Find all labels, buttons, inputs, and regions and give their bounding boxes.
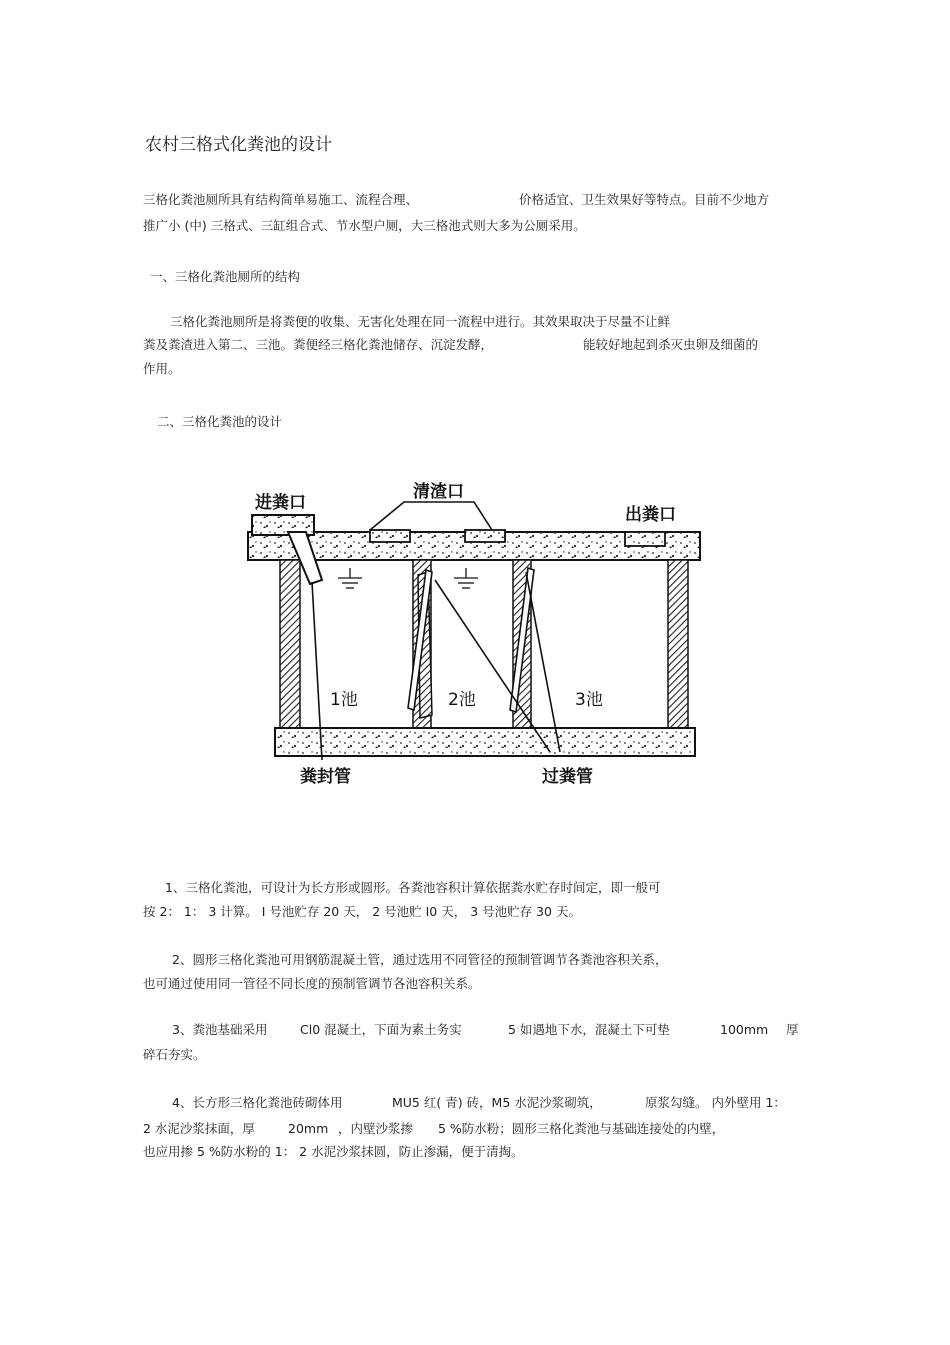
cleanout-bracket xyxy=(370,502,492,530)
section1-line-2a: 粪及粪渣进入第二、三池。粪便经三格化粪池储存、沉淀发酵， xyxy=(143,337,494,352)
outlet-label: 出粪口 xyxy=(625,505,676,525)
item-1-line-2: 按 2： 1： 3 计算。 I 号池贮存 20 天， 2 号池贮 I0 天， 3 号池贮存 30 天。 xyxy=(143,904,581,919)
item-4-line-2b: 20mm xyxy=(288,1121,329,1136)
item-2-line-2: 也可通过使用同一管径不同长度的预制管调节各池容积关系。 xyxy=(143,976,481,991)
outlet-collar xyxy=(625,532,665,546)
item-4-line-2d: 5 %防水粉；圆形三格化粪池与基础连接处的内壁， xyxy=(438,1121,725,1136)
item-4-part-a: 4、长方形三格化粪池砖砌体用 xyxy=(172,1095,343,1110)
intro-line-1b: 价格适宜、卫生效果好等特点。目前不少地方 xyxy=(519,192,770,207)
item-3-part-e: 厚 xyxy=(786,1022,799,1037)
item-2-line-1: 2、圆形三格化粪池可用钢筋混凝土管，通过选用不同管径的预制管调节各粪池容积关系， xyxy=(172,952,668,967)
section1-line-3: 作用。 xyxy=(143,361,181,376)
item-3-part-d: 100mm xyxy=(720,1022,769,1037)
cleanout-cover-2 xyxy=(465,530,505,542)
inlet-label: 进粪口 xyxy=(255,493,306,513)
item-4-line-2c: ，内壁沙浆掺 xyxy=(338,1121,414,1136)
item-4-part-b: MU5 红( 青) 砖，M5 水泥沙浆砌筑， xyxy=(392,1095,602,1110)
section1-line-1: 三格化粪池厕所是将粪便的收集、无害化处理在同一流程中进行。其效果取决于尽量不让鲜 xyxy=(170,314,671,329)
cleanout-label: 清渣口 xyxy=(413,482,464,502)
item-1-line-1: 1、三格化粪池，可设计为长方形或圆形。各粪池容积计算依据粪水贮存时间定，即一般可 xyxy=(165,880,661,895)
intro-line-2: 推广小 (中) 三格式、三缸组合式、节水型户厕，大三格池式则大多为公厕采用。 xyxy=(143,218,586,233)
item-4-line-2a: 2 水泥沙浆抹面，厚 xyxy=(143,1121,255,1136)
section1-heading: 一、三格化粪池厕所的结构 xyxy=(150,269,301,284)
pool-3-label: 3池 xyxy=(575,690,603,710)
water-level-1 xyxy=(338,568,362,588)
item-3-part-c: 5 如遇地下水，混凝土下可垫 xyxy=(508,1022,670,1037)
item-3-part-a: 3、粪池基础采用 xyxy=(172,1022,268,1037)
base-slab xyxy=(275,728,695,756)
right-wall xyxy=(668,560,688,728)
item-3-line-2: 碎石夯实。 xyxy=(143,1047,206,1062)
seal-pipe-label: 粪封管 xyxy=(300,767,351,787)
pool-2-label: 2池 xyxy=(448,690,476,710)
septic-tank-diagram xyxy=(230,460,720,830)
cleanout-cover-1 xyxy=(370,530,410,542)
intro-line-1a: 三格化粪池厕所具有结构简单易施工、流程合理、 xyxy=(143,192,419,207)
pool-1-label: 1池 xyxy=(330,690,358,710)
section1-line-2b: 能较好地起到杀灭虫卵及细菌的 xyxy=(583,337,759,352)
transfer-pipe-label: 过粪管 xyxy=(542,767,593,787)
item-3-part-b: Cl0 混凝土，下面为素土务实 xyxy=(300,1022,462,1037)
left-wall xyxy=(280,560,300,728)
item-4-part-c: 原浆勾缝。 内外壁用 1： xyxy=(645,1095,786,1110)
section2-heading: 二、三格化粪池的设计 xyxy=(157,414,283,429)
item-4-line-3: 也应用掺 5 %防水粉的 1： 2 水泥沙浆抹圆，防止渗漏，便于清掏。 xyxy=(143,1144,524,1159)
water-level-2 xyxy=(454,568,478,588)
page-title: 农村三格式化粪池的设计 xyxy=(145,135,332,155)
